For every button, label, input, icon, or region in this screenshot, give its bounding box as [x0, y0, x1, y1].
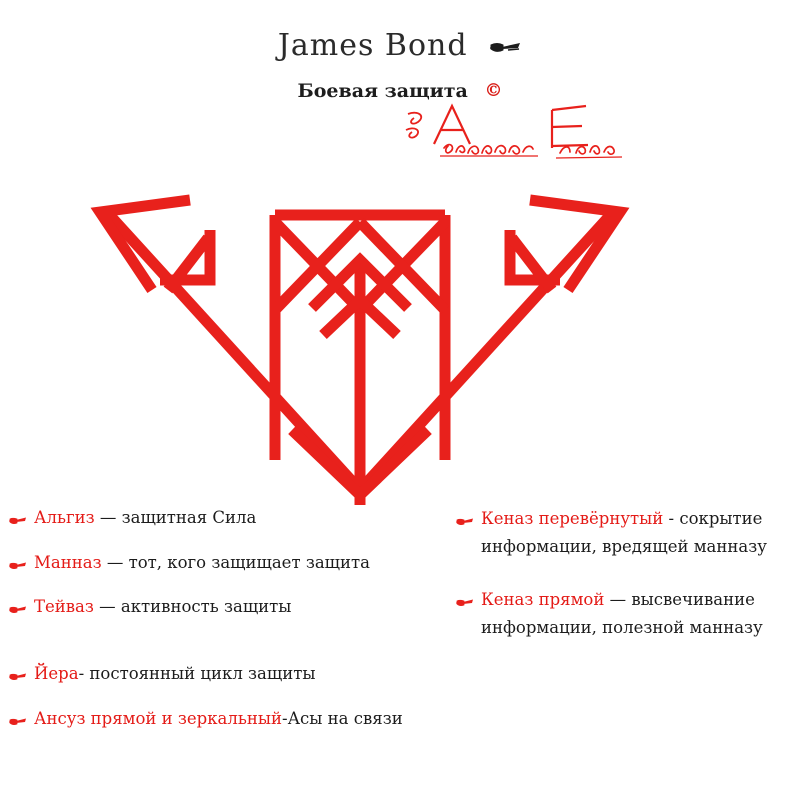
- pointing-hand-icon: [488, 37, 522, 57]
- header: [0, 0, 800, 170]
- rune-name: Тейваз: [34, 597, 94, 617]
- legend-item: [8, 505, 448, 532]
- page-title-text: James Bond: [277, 28, 468, 63]
- legend-separator: —: [604, 589, 632, 609]
- rune-name: Кеназ прямой: [481, 589, 605, 609]
- legend-separator: —: [94, 508, 122, 527]
- legend-separator: -: [663, 509, 680, 528]
- rune-name: Манназ: [34, 552, 102, 572]
- page-subtitle-text: Боевая защита: [297, 80, 468, 102]
- legend-text: высвечивание информации, полезной манназу: [481, 589, 763, 638]
- pointing-hand-icon: [8, 598, 27, 611]
- legend-column-right: [455, 505, 795, 667]
- legend-separator: —: [101, 552, 129, 572]
- copyright-icon: ©: [484, 80, 503, 101]
- legend-item: [8, 661, 448, 688]
- pointing-hand-icon: [455, 590, 474, 603]
- legend-text: тот, кого защищает защита: [128, 552, 370, 572]
- pointing-hand-icon: [8, 554, 27, 567]
- legend-item: [8, 594, 448, 621]
- legend-text: постоянный цикл защиты: [89, 664, 316, 684]
- legend-item: [8, 706, 448, 733]
- pointing-hand-icon: [8, 710, 27, 723]
- bind-rune-sigil: [60, 160, 660, 505]
- rune-name: Альгиз: [34, 508, 95, 527]
- rune-name: Кеназ перевёрнутый: [481, 509, 664, 528]
- legend-spacer: [8, 639, 448, 661]
- legend-item: [8, 550, 448, 577]
- legend-column-left: [8, 505, 448, 751]
- legend-separator: -: [78, 664, 90, 684]
- legend-text: сокрытие информации, вредящей манназу: [481, 509, 767, 557]
- pointing-hand-icon: [8, 509, 27, 522]
- legend-text: активность защиты: [120, 597, 292, 617]
- legend-text: защитная Сила: [121, 508, 257, 527]
- legend-separator: -: [281, 708, 288, 728]
- page-title: [0, 28, 800, 63]
- legend: [0, 505, 800, 800]
- rune-name: Йера: [34, 664, 79, 684]
- pointing-hand-icon: [8, 665, 27, 678]
- author-signature: [400, 96, 660, 166]
- legend-item: [455, 505, 795, 562]
- legend-separator: —: [93, 597, 121, 617]
- legend-text: Асы на связи: [287, 708, 403, 728]
- pointing-hand-icon: [455, 509, 474, 522]
- rune-name: Ансуз прямой и зеркальный: [34, 708, 282, 728]
- legend-item: [455, 586, 795, 643]
